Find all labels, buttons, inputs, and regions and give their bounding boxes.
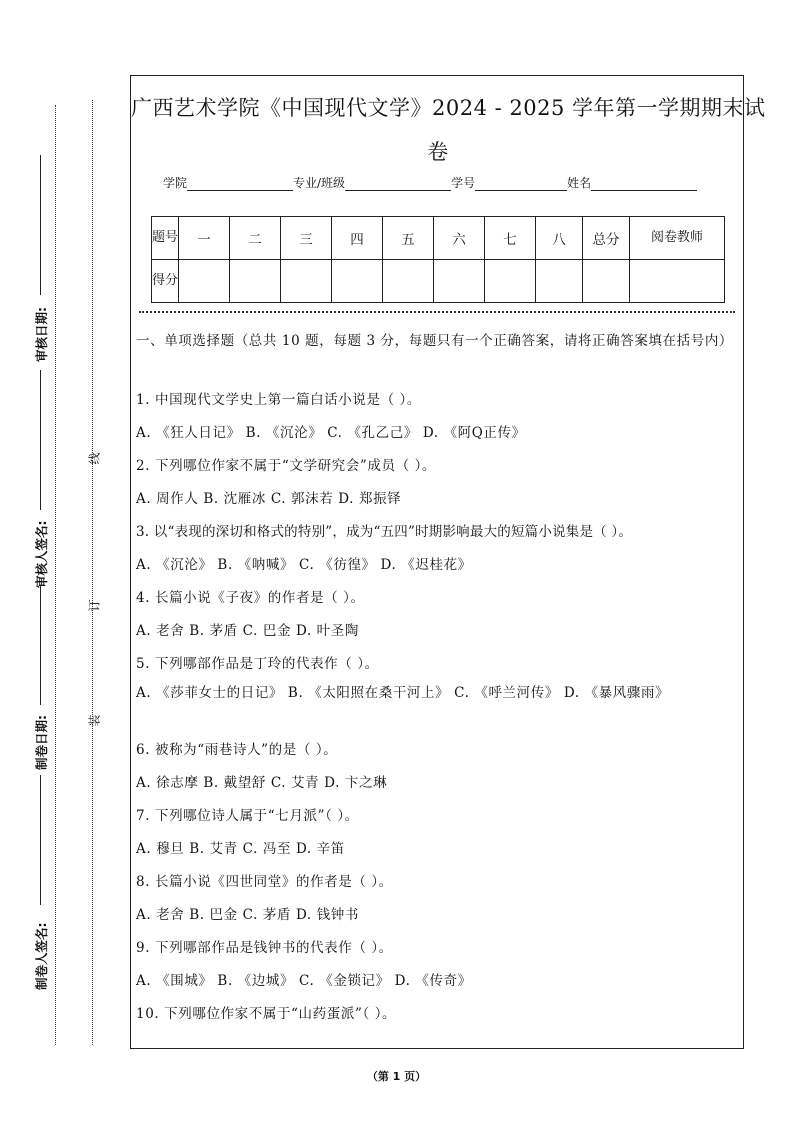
col-2: 二 — [230, 217, 281, 260]
outer-dotted-line — [55, 105, 56, 1045]
college-label: 学院 — [163, 176, 188, 190]
page-number: （第 1 页） — [366, 1070, 427, 1083]
dotted-separator — [139, 311, 735, 313]
question-6: 6. 被称为“雨巷诗人”的是（ ）。 — [136, 742, 338, 758]
score-cell-total[interactable] — [583, 260, 630, 303]
name-label: 姓名 — [567, 176, 592, 190]
options-7: A. 穆旦 B. 艾青 C. 冯至 D. 辛笛 — [136, 841, 345, 857]
options-9: A. 《围城》 B. 《边城》 C. 《金锁记》 D. 《传奇》 — [136, 973, 472, 989]
major-class-blank[interactable] — [345, 177, 451, 191]
options-5: A. 《莎菲女士的日记》 B. 《太阳照在桑干河上》 C. 《呼兰河传》 D. 《暴风骤雨》 — [136, 685, 670, 701]
col-1: 一 — [179, 217, 230, 260]
reviewer-sign-label: 审核人签名: — [34, 520, 49, 588]
score-cell-reviewer[interactable] — [630, 260, 725, 303]
options-1: A. 《狂人日记》 B. 《沉沦》 C. 《孔乙己》 D. 《阿Q正传》 — [136, 425, 526, 441]
staple-char: 订 — [87, 599, 102, 612]
question-2: 2. 下列哪位作家不属于“文学研究会”成员（ ）。 — [136, 458, 437, 474]
maker-date-label: 制卷日期: — [34, 715, 49, 770]
exam-frame — [130, 75, 766, 1049]
row-label-score: 得分 — [152, 260, 179, 303]
options-2: A. 周作人 B. 沈雁冰 C. 郭沫若 D. 郑振铎 — [136, 491, 402, 507]
fold-char: 装 — [87, 714, 102, 727]
college-blank[interactable] — [187, 177, 293, 191]
student-id-label: 学号 — [451, 176, 476, 190]
title-line-1: 广西艺术学院《中国现代文学》2024 - 2025 学年第一学期期末试 — [131, 96, 766, 120]
question-9: 9. 下列哪部作品是钱钟书的代表作（ ）。 — [136, 940, 393, 956]
title-line-2: 卷 — [427, 140, 449, 164]
options-8: A. 老舍 B. 巴金 C. 茅盾 D. 钱钟书 — [136, 907, 359, 923]
question-8: 8. 长篇小说《四世同堂》的作者是（ ）。 — [136, 874, 393, 890]
reviewer-date-line — [40, 155, 41, 295]
question-1: 1. 中国现代文学史上第一篇白话小说是（ ）。 — [136, 392, 422, 408]
line-char: 线 — [87, 452, 102, 465]
inner-dotted-line — [92, 100, 93, 1045]
maker-date-line — [40, 585, 41, 705]
maker-sign-line — [40, 775, 41, 905]
section1-heading: 一、单项选择题（总共 10 题，每题 3 分，每题只有一个正确答案，请将正确答案填在括号内） — [136, 333, 734, 349]
col-7: 七 — [485, 217, 536, 260]
col-3: 三 — [281, 217, 332, 260]
score-cell-3[interactable] — [281, 260, 332, 303]
major-class-label: 专业/班级 — [293, 176, 346, 190]
row-label-question-no: 题号 — [152, 217, 179, 260]
options-6: A. 徐志摩 B. 戴望舒 C. 艾青 D. 卞之琳 — [136, 775, 388, 791]
score-cell-7[interactable] — [485, 260, 536, 303]
score-cell-1[interactable] — [179, 260, 230, 303]
score-cell-4[interactable] — [332, 260, 383, 303]
score-cell-2[interactable] — [230, 260, 281, 303]
binding-margin — [0, 0, 125, 1122]
student-info-row — [163, 174, 697, 191]
question-4: 4. 长篇小说《子夜》的作者是（ ）。 — [136, 590, 365, 606]
col-8: 八 — [536, 217, 583, 260]
col-5: 五 — [383, 217, 434, 260]
options-3: A. 《沉沦》 B. 《呐喊》 C. 《彷徨》 D. 《迟桂花》 — [136, 557, 472, 573]
reviewer-sign-line — [40, 370, 41, 510]
score-table — [151, 216, 725, 303]
col-6: 六 — [434, 217, 485, 260]
question-3: 3. 以“表现的深切和格式的特别”，成为“五四”时期影响最大的短篇小说集是（ ）。 — [136, 524, 633, 540]
col-reviewer: 阅卷教师 — [630, 217, 725, 260]
exam-title — [131, 88, 766, 172]
options-4: A. 老舍 B. 茅盾 C. 巴金 D. 叶圣陶 — [136, 623, 359, 639]
name-blank[interactable] — [591, 177, 697, 191]
student-id-blank[interactable] — [475, 177, 567, 191]
score-cell-6[interactable] — [434, 260, 485, 303]
maker-sign-label: 制卷人签名: — [34, 922, 49, 990]
reviewer-date-label: 审核日期: — [34, 307, 49, 362]
col-4: 四 — [332, 217, 383, 260]
score-cell-5[interactable] — [383, 260, 434, 303]
col-total: 总分 — [583, 217, 630, 260]
score-cell-8[interactable] — [536, 260, 583, 303]
question-10: 10. 下列哪位作家不属于“山药蛋派”（ ）。 — [136, 1006, 397, 1022]
question-5: 5. 下列哪部作品是丁玲的代表作（ ）。 — [136, 656, 379, 672]
question-7: 7. 下列哪位诗人属于“七月派”（ ）。 — [136, 808, 359, 824]
